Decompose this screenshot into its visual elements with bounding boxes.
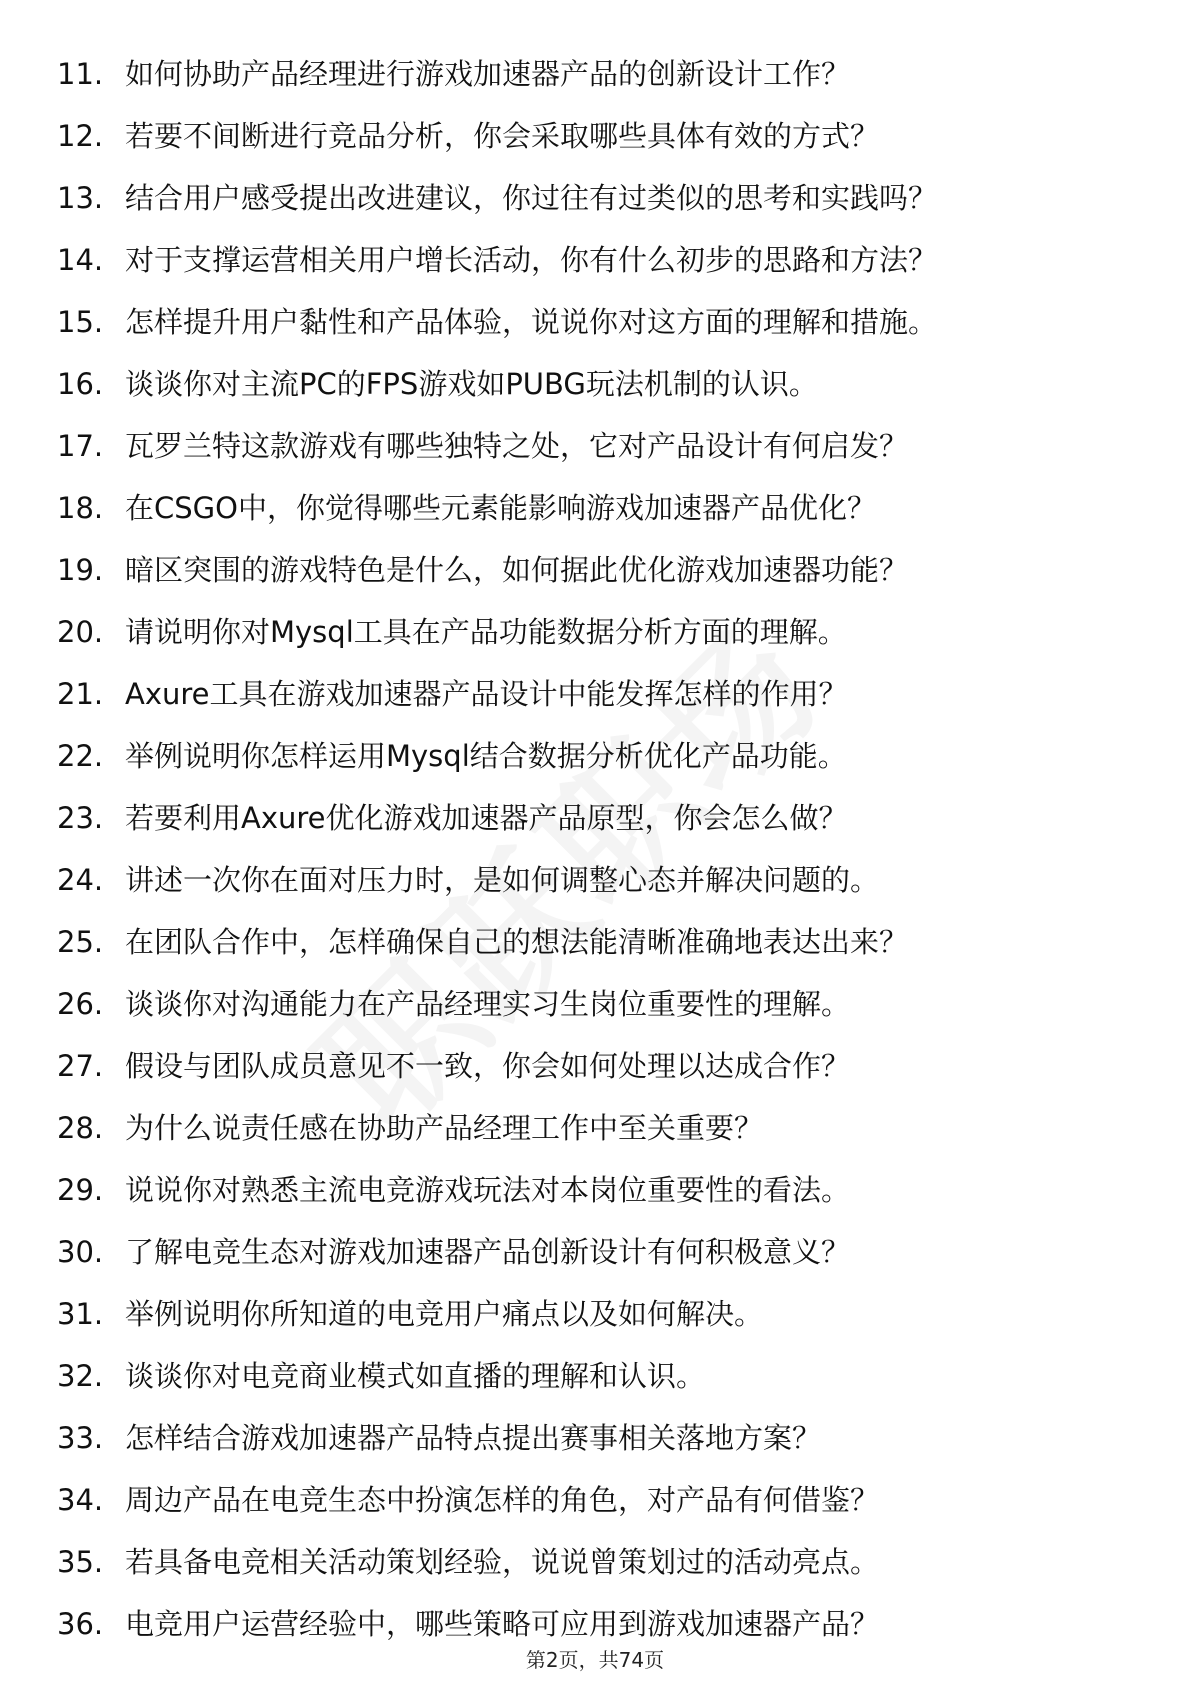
question-text: 假设与团队成员意见不一致，你会如何处理以达成合作？ <box>125 1049 851 1083</box>
question-text: Axure工具在游戏加速器产品设计中能发挥怎样的作用？ <box>125 677 848 711</box>
question-number: 31. <box>57 1297 104 1331</box>
question-item <box>0 1035 1190 1097</box>
question-item <box>0 849 1190 911</box>
question-number: 22. <box>57 739 104 773</box>
question-item <box>0 539 1190 601</box>
question-number: 30. <box>57 1235 104 1269</box>
question-item <box>0 1345 1190 1407</box>
question-text: 对于支撑运营相关用户增长活动，你有什么初步的思路和方法？ <box>125 243 938 277</box>
question-text: 谈谈你对沟通能力在产品经理实习生岗位重要性的理解。 <box>125 987 851 1021</box>
question-item <box>0 43 1190 105</box>
question-text: 若要利用Axure优化游戏加速器产品原型，你会怎么做？ <box>125 801 848 835</box>
question-item <box>0 167 1190 229</box>
page-footer: 第2页，共74页 <box>525 1648 665 1672</box>
question-item <box>0 1221 1190 1283</box>
question-number: 16. <box>57 367 104 401</box>
question-text: 举例说明你怎样运用Mysql结合数据分析优化产品功能。 <box>125 739 847 773</box>
question-number: 23. <box>57 801 104 835</box>
question-number: 27. <box>57 1049 104 1083</box>
question-text: 谈谈你对主流PC的FPS游戏如PUBG玩法机制的认识。 <box>125 367 818 401</box>
question-number: 17. <box>57 429 104 463</box>
question-number: 20. <box>57 615 104 649</box>
question-item <box>0 787 1190 849</box>
question-number: 21. <box>57 677 104 711</box>
question-number: 13. <box>57 181 104 215</box>
question-text: 周边产品在电竞生态中扮演怎样的角色，对产品有何借鉴？ <box>125 1483 880 1517</box>
question-item <box>0 229 1190 291</box>
question-text: 在团队合作中，怎样确保自己的想法能清晰准确地表达出来？ <box>125 925 909 959</box>
question-number: 12. <box>57 119 104 153</box>
question-item <box>0 353 1190 415</box>
question-list <box>0 43 1190 1655</box>
question-number: 24. <box>57 863 104 897</box>
question-item <box>0 973 1190 1035</box>
question-text: 讲述一次你在面对压力时，是如何调整心态并解决问题的。 <box>125 863 880 897</box>
question-text: 怎样提升用户黏性和产品体验，说说你对这方面的理解和措施。 <box>125 305 938 339</box>
question-number: 35. <box>57 1545 104 1579</box>
question-text: 电竞用户运营经验中，哪些策略可应用到游戏加速器产品？ <box>125 1607 880 1641</box>
question-number: 36. <box>57 1607 104 1641</box>
question-item <box>0 105 1190 167</box>
question-text: 在CSGO中，你觉得哪些元素能影响游戏加速器产品优化？ <box>125 491 876 525</box>
question-text: 说说你对熟悉主流电竞游戏玩法对本岗位重要性的看法。 <box>125 1173 851 1207</box>
question-item <box>0 291 1190 353</box>
question-item <box>0 1159 1190 1221</box>
question-number: 19. <box>57 553 104 587</box>
question-number: 32. <box>57 1359 104 1393</box>
question-number: 14. <box>57 243 104 277</box>
question-item <box>0 1469 1190 1531</box>
question-item <box>0 601 1190 663</box>
question-text: 谈谈你对电竞商业模式如直播的理解和认识。 <box>125 1359 706 1393</box>
question-text: 结合用户感受提出改进建议，你过往有过类似的思考和实践吗？ <box>125 181 938 215</box>
question-text: 如何协助产品经理进行游戏加速器产品的创新设计工作？ <box>125 57 851 91</box>
question-text: 若具备电竞相关活动策划经验，说说曾策划过的活动亮点。 <box>125 1545 880 1579</box>
question-item <box>0 1097 1190 1159</box>
question-item <box>0 663 1190 725</box>
question-number: 18. <box>57 491 104 525</box>
question-item <box>0 415 1190 477</box>
question-item <box>0 911 1190 973</box>
question-text: 若要不间断进行竞品分析，你会采取哪些具体有效的方式？ <box>125 119 880 153</box>
question-number: 25. <box>57 925 104 959</box>
question-text: 怎样结合游戏加速器产品特点提出赛事相关落地方案？ <box>125 1421 822 1455</box>
question-number: 15. <box>57 305 104 339</box>
question-number: 26. <box>57 987 104 1021</box>
question-item <box>0 725 1190 787</box>
question-number: 28. <box>57 1111 104 1145</box>
question-text: 举例说明你所知道的电竞用户痛点以及如何解决。 <box>125 1297 764 1331</box>
question-number: 29. <box>57 1173 104 1207</box>
question-item <box>0 477 1190 539</box>
question-number: 34. <box>57 1483 104 1517</box>
question-text: 为什么说责任感在协助产品经理工作中至关重要？ <box>125 1111 764 1145</box>
question-text: 瓦罗兰特这款游戏有哪些独特之处，它对产品设计有何启发？ <box>125 429 909 463</box>
question-item <box>0 1531 1190 1593</box>
question-number: 11. <box>57 57 104 91</box>
question-number: 33. <box>57 1421 104 1455</box>
question-text: 请说明你对Mysql工具在产品功能数据分析方面的理解。 <box>125 615 847 649</box>
question-text: 暗区突围的游戏特色是什么，如何据此优化游戏加速器功能？ <box>125 553 909 587</box>
question-item <box>0 1407 1190 1469</box>
question-item <box>0 1283 1190 1345</box>
question-text: 了解电竞生态对游戏加速器产品创新设计有何积极意义？ <box>125 1235 851 1269</box>
